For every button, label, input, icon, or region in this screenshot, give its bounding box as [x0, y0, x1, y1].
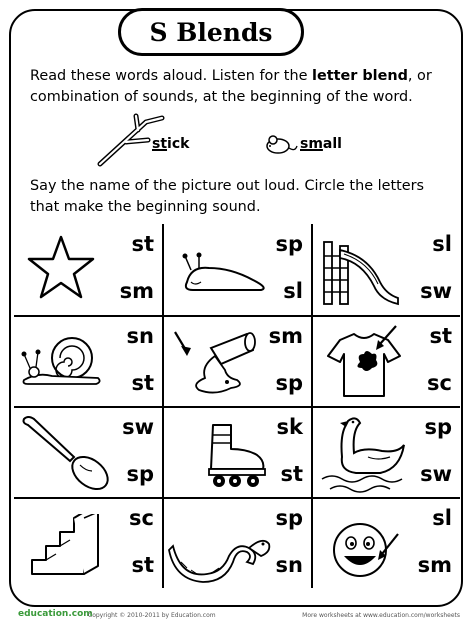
blend-option[interactable]: sm	[268, 324, 303, 348]
example-word-stick	[152, 136, 189, 152]
footer-logo[interactable]: education.com	[18, 609, 93, 619]
blend-option[interactable]: sp	[424, 415, 452, 439]
blend-cell	[312, 224, 460, 315]
example-blend: st	[152, 136, 168, 152]
blend-option[interactable]: sn	[126, 324, 154, 348]
blend-cell	[163, 316, 311, 407]
blend-cell	[312, 407, 460, 498]
blend-option[interactable]: sw	[420, 279, 452, 303]
blend-option[interactable]: st	[429, 324, 452, 348]
blend-option[interactable]: sp	[275, 506, 303, 530]
spoon-icon	[20, 413, 116, 493]
blend-cell	[312, 316, 460, 407]
footer-more-link[interactable]: More worksheets at www.education.com/worksheets	[302, 612, 460, 619]
example-rest: ick	[167, 136, 190, 152]
slide-icon	[318, 232, 402, 308]
footer	[10, 607, 470, 621]
blend-option[interactable]: st	[280, 462, 303, 486]
blend-cell	[14, 224, 162, 315]
swan-icon	[320, 413, 412, 497]
blends-grid	[14, 224, 460, 588]
star-icon	[26, 234, 96, 300]
blend-cell	[312, 498, 460, 589]
blend-option[interactable]: sm	[417, 553, 452, 577]
page-title-text: S Blends	[149, 17, 273, 47]
stained-shirt-icon	[322, 322, 408, 402]
blend-option[interactable]: sp	[275, 232, 303, 256]
blend-option[interactable]: sc	[129, 506, 154, 530]
blend-option[interactable]: st	[131, 371, 154, 395]
blend-cell	[163, 224, 311, 315]
blend-option[interactable]: sl	[432, 232, 452, 256]
blend-option[interactable]: sn	[275, 553, 303, 577]
slug-icon	[173, 252, 273, 296]
blend-option[interactable]: sw	[122, 415, 154, 439]
example-rest: all	[322, 136, 342, 152]
blend-cell	[163, 407, 311, 498]
instructions-paragraph: Say the name of the picture out loud. Circle the letters that make the beginning sound.	[30, 178, 425, 215]
intro-bold-term: letter blend	[312, 68, 408, 84]
blend-option[interactable]: sw	[420, 462, 452, 486]
stairs-icon	[28, 514, 102, 580]
intro-text-2: , or combination of sounds, at the beginning of the word.	[30, 68, 432, 105]
blend-option[interactable]: sk	[276, 415, 303, 439]
blend-option[interactable]: st	[131, 232, 154, 256]
spill-cup-icon	[171, 326, 261, 402]
blend-cell	[163, 498, 311, 589]
intro-text-1: Read these words aloud. Listen for the	[30, 68, 313, 84]
mouse-icon	[262, 134, 298, 156]
blend-option[interactable]: sp	[126, 462, 154, 486]
blend-option[interactable]: sl	[283, 279, 303, 303]
blend-option[interactable]: sl	[432, 506, 452, 530]
example-word-small	[300, 136, 342, 152]
snake-icon	[167, 522, 277, 586]
blend-option[interactable]: st	[131, 553, 154, 577]
blend-cell	[14, 407, 162, 498]
skate-icon	[201, 421, 273, 489]
blend-option[interactable]: sp	[275, 371, 303, 395]
intro-paragraph	[30, 66, 450, 108]
blend-option[interactable]: sc	[427, 371, 452, 395]
page-title	[118, 8, 304, 56]
snail-icon	[18, 332, 108, 388]
blend-cell	[14, 316, 162, 407]
footer-copyright: Copyright © 2010-2011 by Education.com	[88, 612, 216, 619]
example-blend: sm	[300, 136, 323, 152]
smiley-icon	[330, 512, 410, 582]
blend-cell	[14, 498, 162, 589]
blend-option[interactable]: sm	[119, 279, 154, 303]
